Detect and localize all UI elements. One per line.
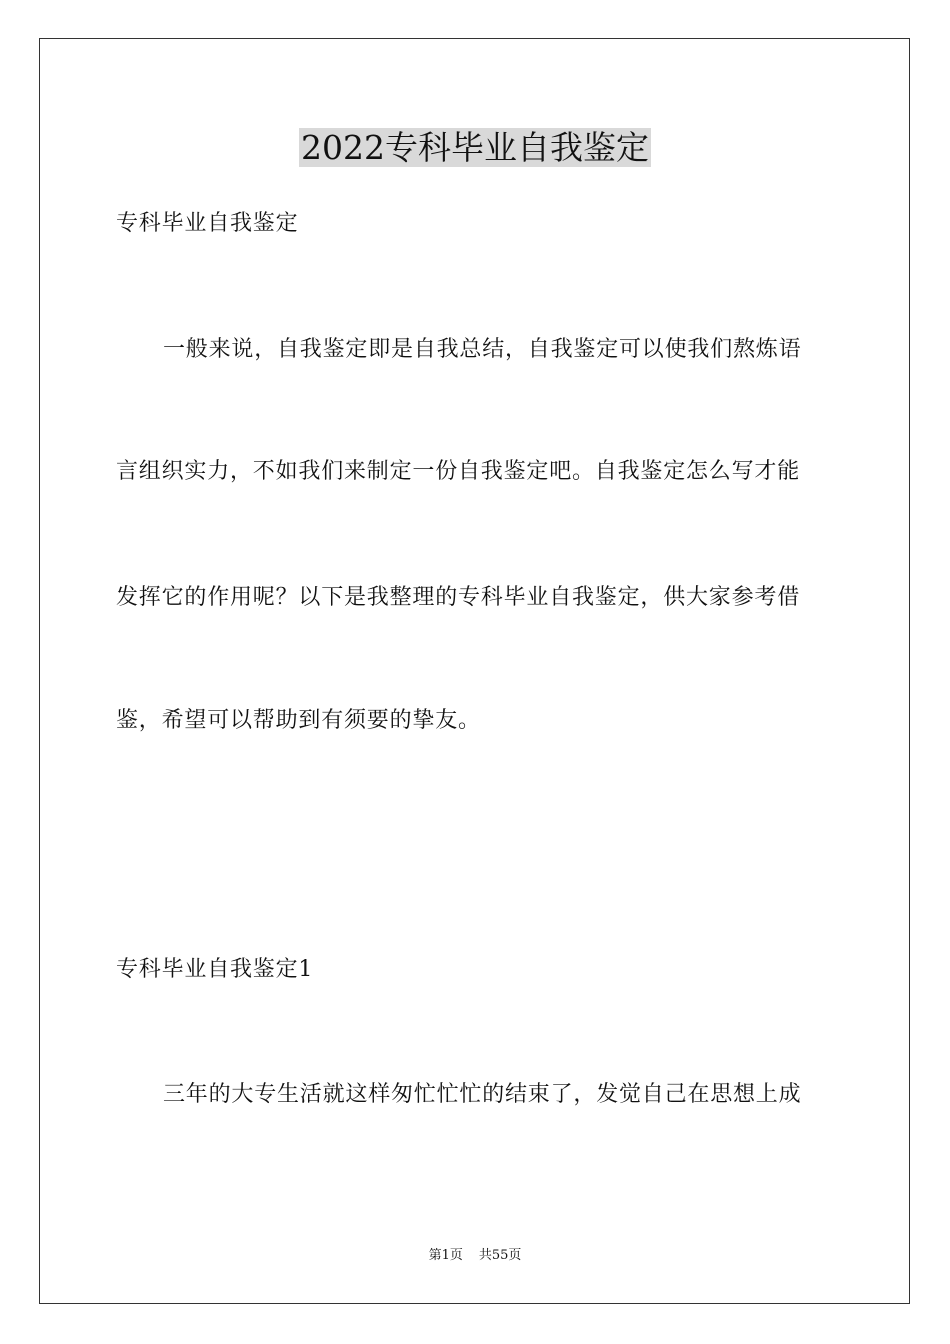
paragraph-line: 发挥它的作用呢？以下是我整理的专科毕业自我鉴定，供大家参考借 <box>116 585 801 610</box>
page-total: 共55页 <box>478 1248 522 1263</box>
paragraph-line: 鉴，希望可以帮助到有须要的挚友。 <box>116 708 481 733</box>
paragraph-line: 一般来说，自我鉴定即是自我总结，自我鉴定可以使我们熬炼语 <box>163 337 802 362</box>
page-footer <box>0 1247 950 1265</box>
document-title-text: 2022专科毕业自我鉴定 <box>301 128 649 167</box>
page-number: 第1页 <box>428 1248 463 1263</box>
document-title <box>0 126 950 170</box>
subtitle-line: 专科毕业自我鉴定 <box>116 211 299 236</box>
paragraph-line: 言组织实力，不如我们来制定一份自我鉴定吧。自我鉴定怎么写才能 <box>116 459 801 484</box>
section-heading: 专科毕业自我鉴定1 <box>116 957 314 982</box>
paragraph-line: 三年的大专生活就这样匆忙忙忙的结束了，发觉自己在思想上成 <box>163 1082 802 1107</box>
